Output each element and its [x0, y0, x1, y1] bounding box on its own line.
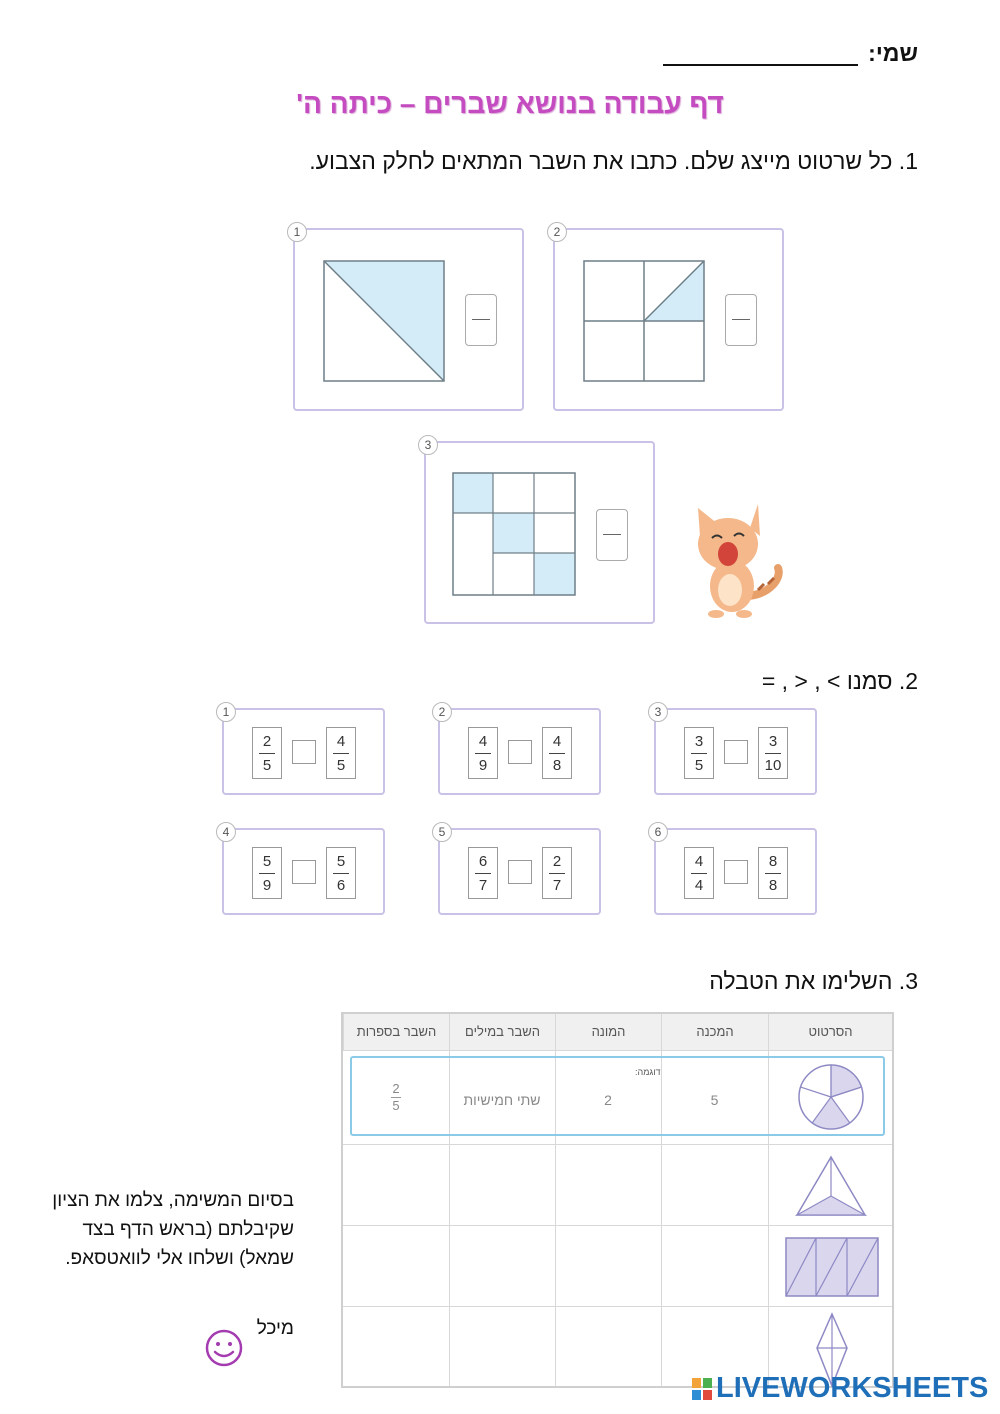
question-1-text: 1. כל שרטוט מייצג שלם. כתבו את השבר המתאים לחלק הצבוע. — [309, 148, 918, 174]
compare-answer-box[interactable] — [292, 860, 316, 884]
fraction-right: 4 5 — [326, 727, 356, 779]
question-2-text: 2. סמנו > , < , = — [761, 668, 918, 694]
example-label: דוגמה: — [635, 1067, 661, 1077]
fraction-right: 8 8 — [758, 847, 788, 899]
fraction-left: 3 5 — [684, 727, 714, 779]
rectangle-parts-shape — [784, 1236, 880, 1298]
fraction-left: 4 9 — [468, 727, 498, 779]
liveworksheets-logo-icon — [692, 1378, 712, 1400]
card-number-badge: 5 — [432, 822, 452, 842]
card-number-badge: 1 — [287, 222, 307, 242]
example-numerator: 2 — [604, 1092, 612, 1108]
diagram-grid-thirds — [452, 472, 576, 596]
fraction-left: 4 4 — [684, 847, 714, 899]
q2-card-6 — [654, 825, 817, 915]
liveworksheets-logo: LIVEWORKSHEETS — [716, 1372, 989, 1404]
header-fraction-digits: השבר בספרות — [343, 1014, 449, 1050]
fraction-left: 6 7 — [468, 847, 498, 899]
fraction-left: 2 5 — [252, 727, 282, 779]
fractions-table — [341, 1012, 894, 1388]
question-3-text: 3. השלימו את הטבלה — [709, 968, 918, 994]
fraction-right: 3 10 — [758, 727, 788, 779]
fraction-left: 5 9 — [252, 847, 282, 899]
smiley-icon — [204, 1328, 244, 1368]
q1-card-3 — [424, 438, 655, 624]
card-number-badge: 2 — [547, 222, 567, 242]
q2-card-1 — [222, 705, 385, 795]
card-number-badge: 2 — [432, 702, 452, 722]
q2-card-4 — [222, 825, 385, 915]
q1-card-2 — [553, 225, 784, 411]
card-number-badge: 6 — [648, 822, 668, 842]
fraction-answer-box[interactable] — [596, 509, 628, 561]
pie-fifths-shape — [796, 1062, 866, 1132]
example-fraction: 2 5 — [392, 1081, 400, 1113]
page-title: דף עבודה בנושא שברים – כיתה ה' — [296, 88, 724, 119]
signature: מיכל — [256, 1318, 294, 1339]
card-number-badge: 3 — [418, 435, 438, 455]
fraction-right: 5 6 — [326, 847, 356, 899]
compare-answer-box[interactable] — [508, 740, 532, 764]
header-denominator: המכנה — [661, 1014, 768, 1050]
card-number-badge: 4 — [216, 822, 236, 842]
cat-illustration — [686, 498, 792, 626]
name-line[interactable] — [663, 64, 858, 66]
header-drawing: הסרטוט — [768, 1014, 892, 1050]
card-number-badge: 1 — [216, 702, 236, 722]
header-fraction-words: השבר במילים — [449, 1014, 555, 1050]
name-label: שמי: — [868, 40, 918, 66]
fraction-right: 2 7 — [542, 847, 572, 899]
q1-card-1 — [293, 225, 524, 411]
compare-answer-box[interactable] — [724, 860, 748, 884]
triangle-thirds-shape — [794, 1154, 868, 1218]
compare-answer-box[interactable] — [508, 860, 532, 884]
compare-answer-box[interactable] — [292, 740, 316, 764]
fraction-answer-box[interactable] — [725, 294, 757, 346]
q2-card-3 — [654, 705, 817, 795]
instruction-note: בסיום המשימה, צלמו את הציון שקיבלתם (בראש הדף בצד שמאל) ושלחו אלי לוואטסאפ. — [52, 1190, 294, 1269]
compare-answer-box[interactable] — [724, 740, 748, 764]
diagram-square-eighth — [583, 260, 705, 382]
diagram-square-half — [323, 260, 445, 382]
q2-card-2 — [438, 705, 601, 795]
card-number-badge: 3 — [648, 702, 668, 722]
example-denominator: 5 — [710, 1092, 719, 1108]
header-numerator: המונה — [555, 1014, 661, 1050]
fraction-right: 4 8 — [542, 727, 572, 779]
fraction-answer-box[interactable] — [465, 294, 497, 346]
example-words: שתי חמישיות — [463, 1092, 541, 1108]
q2-card-5 — [438, 825, 601, 915]
